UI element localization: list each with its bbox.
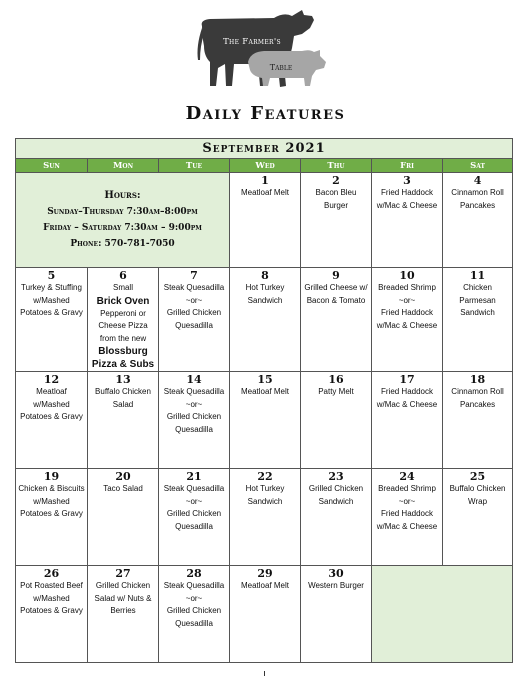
day-number: 1 [261, 174, 269, 187]
cow-pig-logo-icon [196, 6, 336, 96]
day-feature: Fried Haddock w/Mac & Cheese [376, 188, 438, 210]
day-feature: Chicken & Biscuits w/Mashed Potatoes & Gravy [18, 484, 85, 518]
day-feature: Turkey & Stuffing w/Mashed Potatoes & Gravy [20, 283, 83, 317]
day-feature: Steak Quesadilla ~or~ Grilled Chicken Quesadilla [163, 283, 225, 330]
page-title: Daily Features [185, 103, 346, 124]
day-number: 11 [469, 269, 486, 282]
day-number: 16 [328, 373, 344, 386]
calendar-week-1 [16, 173, 513, 268]
day-feature: Cinnamon Roll Pancakes [451, 188, 504, 210]
day-feature: Grilled Chicken Sandwich [308, 484, 364, 506]
day-feature: Steak Quesadilla ~or~ Grilled Chicken Quesadilla [163, 581, 225, 628]
day-cell-19 [16, 469, 88, 566]
day-cell-8 [230, 268, 301, 372]
day-number: 23 [328, 470, 344, 483]
day-feature: Grilled Cheese w/ Bacon & Tomato [304, 283, 368, 305]
calendar-week-5 [16, 566, 513, 663]
month-title: September 2021 [16, 139, 513, 159]
day-cell-30 [301, 566, 372, 663]
day-feature: Steak Quesadilla ~or~ Grilled Chicken Quesadilla [163, 484, 225, 531]
day-cell-6 [88, 268, 159, 372]
day-cell-23 [301, 469, 372, 566]
dow-tue: Tue [159, 159, 230, 173]
dow-mon: Mon [88, 159, 159, 173]
calendar-week-2 [16, 268, 513, 372]
day-number: 12 [43, 373, 60, 386]
hours-weekend: Friday – Saturday 7:30am – 9:00pm [43, 223, 202, 233]
day-number: 3 [403, 174, 411, 187]
dow-thu: Thu [301, 159, 372, 173]
dow-sat: Sat [443, 159, 513, 173]
day-feature: Cinnamon Roll Pancakes [451, 387, 504, 409]
day-number: 5 [47, 269, 56, 282]
calendar-week-3 [16, 372, 513, 469]
hours-title: Hours: [104, 190, 141, 201]
day-feature: Pot Roasted Beef w/Mashed Potatoes & Gravy [20, 581, 83, 615]
day-feature: Breaded Shrimp ~or~ Fried Haddock w/Mac & Cheese [376, 484, 438, 531]
day-feature: Western Burger [308, 581, 364, 590]
day-feature: Hot Turkey Sandwich [245, 283, 285, 305]
day-feature: Meatloaf Melt [240, 387, 290, 396]
day-feature-highlight: Brick Oven [96, 295, 150, 307]
month-header-row [16, 139, 513, 159]
day-number: 7 [190, 269, 198, 282]
day-number: 21 [186, 470, 202, 483]
day-feature: Buffalo Chicken Wrap [449, 484, 506, 506]
day-number: 2 [332, 174, 340, 187]
day-number: 18 [469, 373, 486, 386]
day-cell-2 [301, 173, 372, 268]
day-cell-16 [301, 372, 372, 469]
day-feature: Grilled Chicken Salad w/ Nuts & Berries [94, 581, 152, 615]
day-feature: Patty Melt [318, 387, 354, 396]
day-feature: Hot Turkey Sandwich [245, 484, 285, 506]
day-cell-20 [88, 469, 159, 566]
day-number: 25 [469, 470, 486, 483]
day-cell-4 [443, 173, 513, 268]
day-number: 24 [399, 470, 415, 483]
hours-info-cell [16, 173, 230, 268]
day-cell-3 [372, 173, 443, 268]
day-cell-5 [16, 268, 88, 372]
day-cell-1 [230, 173, 301, 268]
day-feature: Buffalo Chicken Salad [95, 387, 151, 409]
day-cell-29 [230, 566, 301, 663]
day-cell-18 [443, 372, 513, 469]
hours-block [16, 182, 229, 258]
logo-bottom-text: Table [269, 63, 293, 72]
day-feature: Breaded Shrimp ~or~ Fried Haddock w/Mac & Cheese [376, 283, 438, 330]
farmers-table-logo [196, 6, 336, 96]
day-cell-9 [301, 268, 372, 372]
day-cell-12 [16, 372, 88, 469]
page-marker [264, 671, 265, 676]
day-number: 8 [261, 269, 269, 282]
day-number: 14 [186, 373, 202, 386]
calendar-table [15, 138, 513, 663]
dow-sun: Sun [16, 159, 88, 173]
day-feature: Meatloaf Melt [240, 188, 290, 197]
day-cell-15 [230, 372, 301, 469]
empty-cell-trailing [372, 566, 513, 663]
day-cell-25 [443, 469, 513, 566]
day-feature-line: Small [112, 283, 133, 292]
day-number: 30 [328, 567, 344, 580]
day-cell-24 [372, 469, 443, 566]
day-cell-14 [159, 372, 230, 469]
day-cell-11 [443, 268, 513, 372]
hours-phone: Phone: 570-781-7050 [70, 239, 175, 249]
day-feature: Meatloaf Melt [240, 581, 290, 590]
day-number: 10 [399, 269, 415, 282]
day-cell-28 [159, 566, 230, 663]
day-number: 4 [473, 174, 482, 187]
dow-fri: Fri [372, 159, 443, 173]
day-number: 13 [115, 373, 131, 386]
day-feature: Meatloaf w/Mashed Potatoes & Gravy [20, 387, 83, 421]
day-feature-line: Pepperoni or Cheese Pizza from the new [98, 308, 148, 343]
hours-weekday: Sunday–Thursday 7:30am–8:00pm [47, 207, 198, 217]
day-number: 20 [115, 470, 131, 483]
day-number: 15 [257, 373, 273, 386]
day-number: 27 [115, 567, 131, 580]
day-number: 26 [43, 567, 60, 580]
logo-top-text: The Farmer's [223, 37, 281, 47]
day-cell-17 [372, 372, 443, 469]
day-number: 28 [186, 567, 202, 580]
day-number: 22 [257, 470, 273, 483]
day-number: 6 [119, 269, 127, 282]
day-cell-26 [16, 566, 88, 663]
dow-wed: Wed [230, 159, 301, 173]
day-feature: Bacon Bleu Burger [315, 188, 357, 210]
day-cell-7 [159, 268, 230, 372]
calendar-week-4 [16, 469, 513, 566]
day-of-week-row [16, 159, 513, 173]
day-feature-highlight: Blossburg Pizza & Subs [91, 346, 155, 370]
day-feature: Taco Salad [103, 484, 143, 493]
day-cell-22 [230, 469, 301, 566]
day-feature: Fried Haddock w/Mac & Cheese [376, 387, 438, 409]
day-cell-21 [159, 469, 230, 566]
day-number: 17 [399, 373, 415, 386]
day-feature: Chicken Parmesan Sandwich [459, 283, 496, 317]
day-number: 9 [332, 269, 340, 282]
day-number: 19 [43, 470, 60, 483]
day-cell-27 [88, 566, 159, 663]
day-number: 29 [257, 567, 273, 580]
day-feature: Steak Quesadilla ~or~ Grilled Chicken Quesadilla [163, 387, 225, 434]
day-cell-13 [88, 372, 159, 469]
day-cell-10 [372, 268, 443, 372]
